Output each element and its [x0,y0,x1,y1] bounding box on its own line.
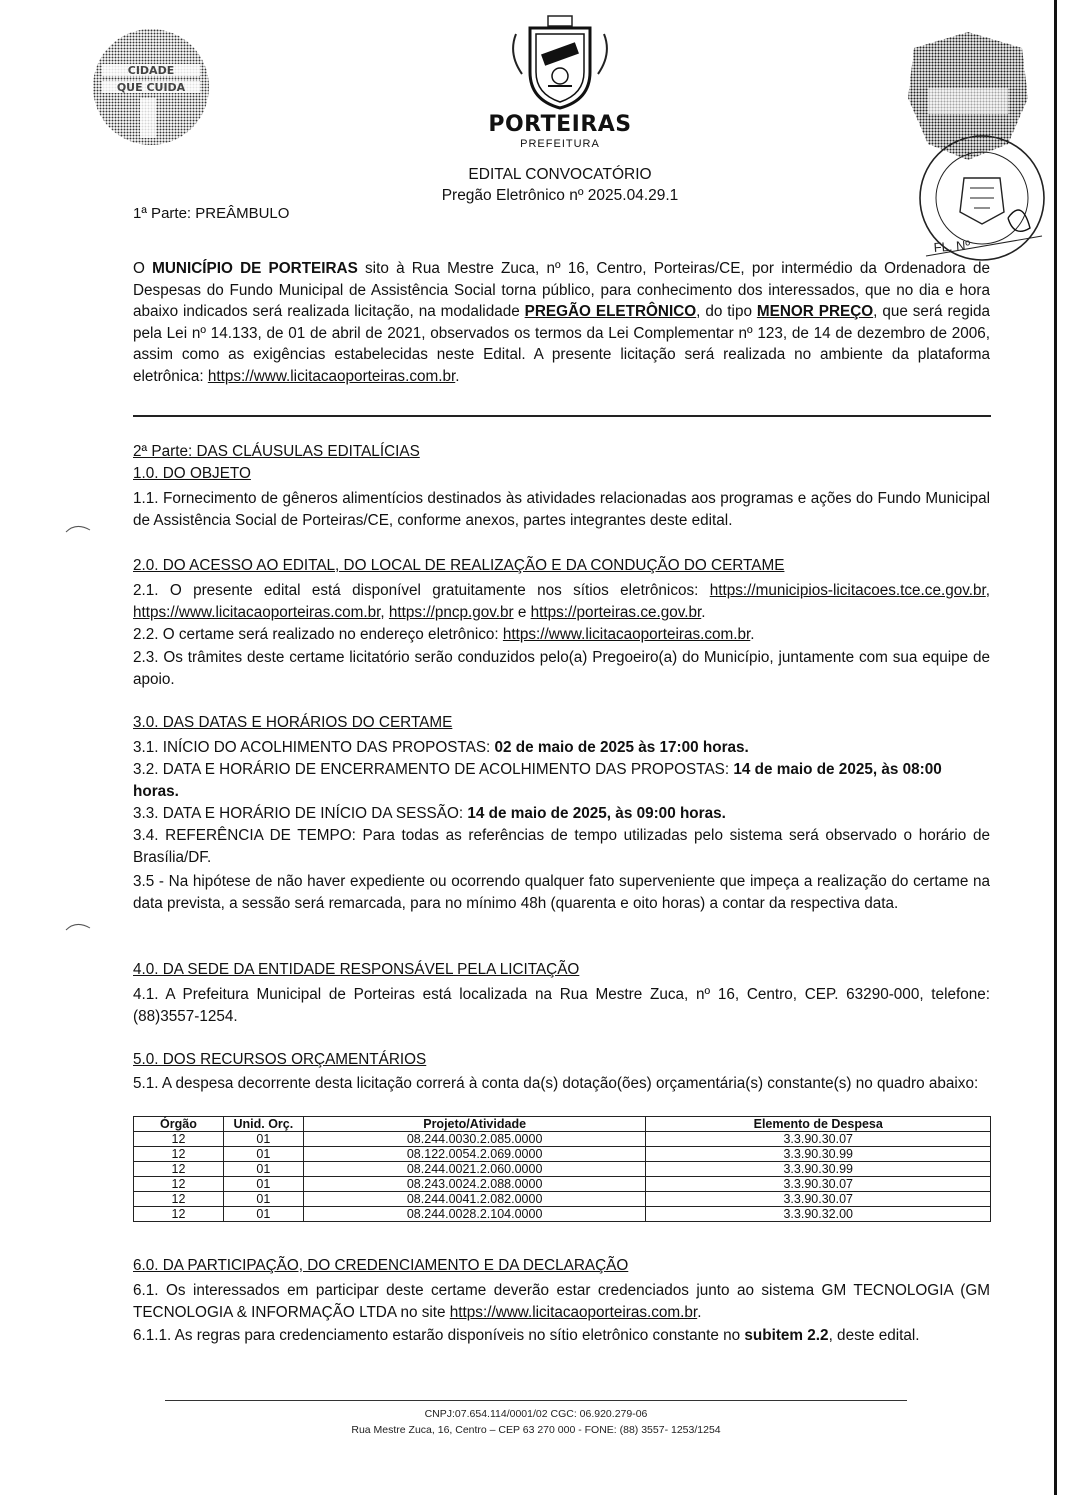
brand-name: PORTEIRAS [488,112,632,137]
tce-link[interactable]: https://municipios-licitacoes.tce.ce.gov.br [709,582,986,599]
scan-mark [64,520,94,536]
svg-text:QUE CUIDA: QUE CUIDA [116,81,186,94]
budget-table-header [134,1117,991,1132]
section-4-heading: 4.0. DA SEDE DA ENTIDADE RESPONSÁVEL PELA LICITAÇÃO [133,961,580,978]
cell-elemento: 3.3.90.30.99 [646,1162,991,1177]
section-2-3: 2.3. Os trâmites deste certame licitatório serão conduzidos pelo(a) Pregoeiro(a) do Município, juntamente com sua equipe de apoio. [133,649,990,688]
title-line-1: EDITAL CONVOCATÓRIO [468,166,652,183]
protocol-stamp [904,128,1054,270]
cell-elemento: 3.3.90.32.00 [646,1207,991,1222]
platform-link[interactable]: https://www.licitacaoporteiras.com.br [207,367,456,385]
cell-projeto: 08.244.0030.2.085.0000 [303,1132,646,1147]
cell-projeto: 08.243.0024.2.088.0000 [303,1177,646,1192]
col-unid-orc: Unid. Orç. [223,1117,303,1132]
part2-heading: 2ª Parte: DAS CLÁUSULAS EDITALÍCIAS [133,443,420,460]
section-3-3: 3.3. DATA E HORÁRIO DE INÍCIO DA SESSÃO: 14 de maio de 2025, às 09:00 horas. [133,805,726,822]
cell-orgao: 12 [134,1192,224,1207]
cell-orgao: 12 [134,1132,224,1147]
cell-elemento: 3.3.90.30.07 [646,1177,991,1192]
section-2-2: 2.2. O certame será realizado no endereço eletrônico: https://www.licitacaoporteiras.com.br. [133,626,755,643]
footer-address: Rua Mestre Zuca, 16, Centro – CEP 63 270 000 - FONE: (88) 3557- 1253/1254 [351,1424,721,1436]
cell-unid: 01 [223,1132,303,1147]
licitacao-link[interactable]: https://www.licitacaoporteiras.com.br [133,603,381,621]
porteiras-link[interactable]: https://porteiras.ce.gov.br [530,603,702,621]
section-5-1: 5.1. A despesa decorrente desta licitação correrá à conta da(s) dotação(ões) orçamentária(s) constante(s) no quadro abaixo: [133,1075,979,1092]
section-6-1: 6.1. Os interessados em participar deste certame deverão estar credenciados junto ao sistema GM TECNOLOGIA (GM TECNOLOGIA & INFORMAÇÃO LTDA no site https://www.licitacaoporteiras.com.br. [133,1282,990,1321]
table-row [134,1177,991,1192]
table-row [134,1192,991,1207]
table-row [134,1207,991,1222]
scan-mark [64,918,94,934]
cell-projeto: 08.244.0028.2.104.0000 [303,1207,646,1222]
cell-unid: 01 [223,1162,303,1177]
document-title [400,164,720,206]
table-row [134,1162,991,1177]
section-divider [133,415,991,417]
cell-orgao: 12 [134,1207,224,1222]
cell-orgao: 12 [134,1177,224,1192]
section-4-1: 4.1. A Prefeitura Municipal de Porteiras está localizada na Rua Mestre Zuca, nº 16, Centro, CEP. 63290-000, telefone: (88)3557-1254. [133,986,990,1025]
cell-elemento: 3.3.90.30.99 [646,1147,991,1162]
pncp-link[interactable]: https://pncp.gov.br [388,603,514,621]
preamble-paragraph: O MUNICÍPIO DE PORTEIRAS sito à Rua Mestre Zuca, nº 16, Centro, Porteiras/CE, por intermédio da Ordenadora de Despesas do Fundo Municipal de Assistência Social torna público, para conhecimento dos interessados, que no dia e hora abaixo indicados será realizada licitação, na modalidade PREGÃO ELETRÔNICO, do tipo MENOR PREÇO, que será regida pela Lei nº 14.133, de 01 de abril de 2021, observados os termos da Lei Complementar nº 123, de 14 de dezembro de 2006, assim como as exigências estabelecidas neste Edital. A presente licitação será realizada no ambiente da plataforma eletrônica: https://www.licitacaoporteiras.com.br. [133,260,990,385]
section-6-heading: 6.0. DA PARTICIPAÇÃO, DO CREDENCIAMENTO E DA DECLARAÇÃO [133,1257,629,1274]
cidade-que-cuida-seal [90,26,212,148]
table-row [134,1147,991,1162]
cell-unid: 01 [223,1207,303,1222]
section-6-1-1: 6.1.1. As regras para credenciamento estarão disponíveis no sítio eletrônico constante no subitem 2.2, deste edital. [133,1327,920,1344]
brand-block [440,112,680,150]
cell-orgao: 12 [134,1147,224,1162]
svg-text:CIDADE: CIDADE [127,64,175,77]
cell-projeto: 08.122.0054.2.069.0000 [303,1147,646,1162]
scan-edge [1054,0,1057,1495]
section-2-heading: 2.0. DO ACESSO AO EDITAL, DO LOCAL DE REALIZAÇÃO E DA CONDUÇÃO DO CERTAME [133,557,785,574]
stamp-fl-label: FL. Nº [933,237,971,255]
cell-unid: 01 [223,1192,303,1207]
table-row [134,1132,991,1147]
budget-table [133,1116,991,1222]
cell-unid: 01 [223,1177,303,1192]
section-3-5: 3.5 - Na hipótese de não haver expediente ou ocorrendo qualquer fato superveniente que impeça a realização do certame na data prevista, a sessão será remarcada, para no mínimo 48h (quarenta e oito horas) a contar da respectiva data. [133,873,990,912]
section-1-1: 1.1. Fornecimento de gêneros alimentícios destinados às atividades relacionadas aos programas e ações do Fundo Municipal de Assistência Social de Porteiras/CE, conforme anexos, partes integrantes deste edital. [133,490,990,529]
col-orgao: Órgão [134,1117,224,1132]
section-5-heading: 5.0. DOS RECURSOS ORÇAMENTÁRIOS [133,1051,427,1068]
porteiras-crest [508,14,612,114]
section-3-4: 3.4. REFERÊNCIA DE TEMPO: Para todas as referências de tempo utilizadas pelo sistema será observado o horário de Brasília/DF. [133,827,990,866]
cell-elemento: 3.3.90.30.07 [646,1132,991,1147]
section-3-heading: 3.0. DAS DATAS E HORÁRIOS DO CERTAME [133,714,453,731]
part1-heading: 1ª Parte: PREÂMBULO [133,205,290,222]
brand-subtitle: PREFEITURA [520,138,600,150]
cell-projeto: 08.244.0021.2.060.0000 [303,1162,646,1177]
footer-divider [165,1400,907,1401]
section-3-1: 3.1. INÍCIO DO ACOLHIMENTO DAS PROPOSTAS: 02 de maio de 2025 às 17:00 horas. [133,739,749,756]
cell-orgao: 12 [134,1162,224,1177]
cell-unid: 01 [223,1147,303,1162]
col-projeto-atividade: Projeto/Atividade [303,1117,646,1132]
title-line-2: Pregão Eletrônico nº 2025.04.29.1 [441,187,679,204]
certame-link[interactable]: https://www.licitacaoporteiras.com.br [502,626,751,643]
section-2-1: 2.1. O presente edital está disponível gratuitamente nos sítios eletrônicos: https://municipios-licitacoes.tce.ce.gov.br, https://www.licitacaoporteiras.com.br, https://pncp.gov.br e https://porteiras.ce.gov.br. [133,582,990,621]
cell-projeto: 08.244.0041.2.082.0000 [303,1192,646,1207]
footer-registration: CNPJ:07.654.114/0001/02 CGC: 06.920.279-06 [424,1408,648,1420]
section-1-heading: 1.0. DO OBJETO [133,465,251,482]
col-elemento-despesa: Elemento de Despesa [646,1117,991,1132]
section-3-2: 3.2. DATA E HORÁRIO DE ENCERRAMENTO DE ACOLHIMENTO DAS PROPOSTAS: 14 de maio de 2025, às 08:00 horas. [133,761,942,800]
cell-elemento: 3.3.90.30.07 [646,1192,991,1207]
credenciamento-link[interactable]: https://www.licitacaoporteiras.com.br [449,1303,698,1321]
